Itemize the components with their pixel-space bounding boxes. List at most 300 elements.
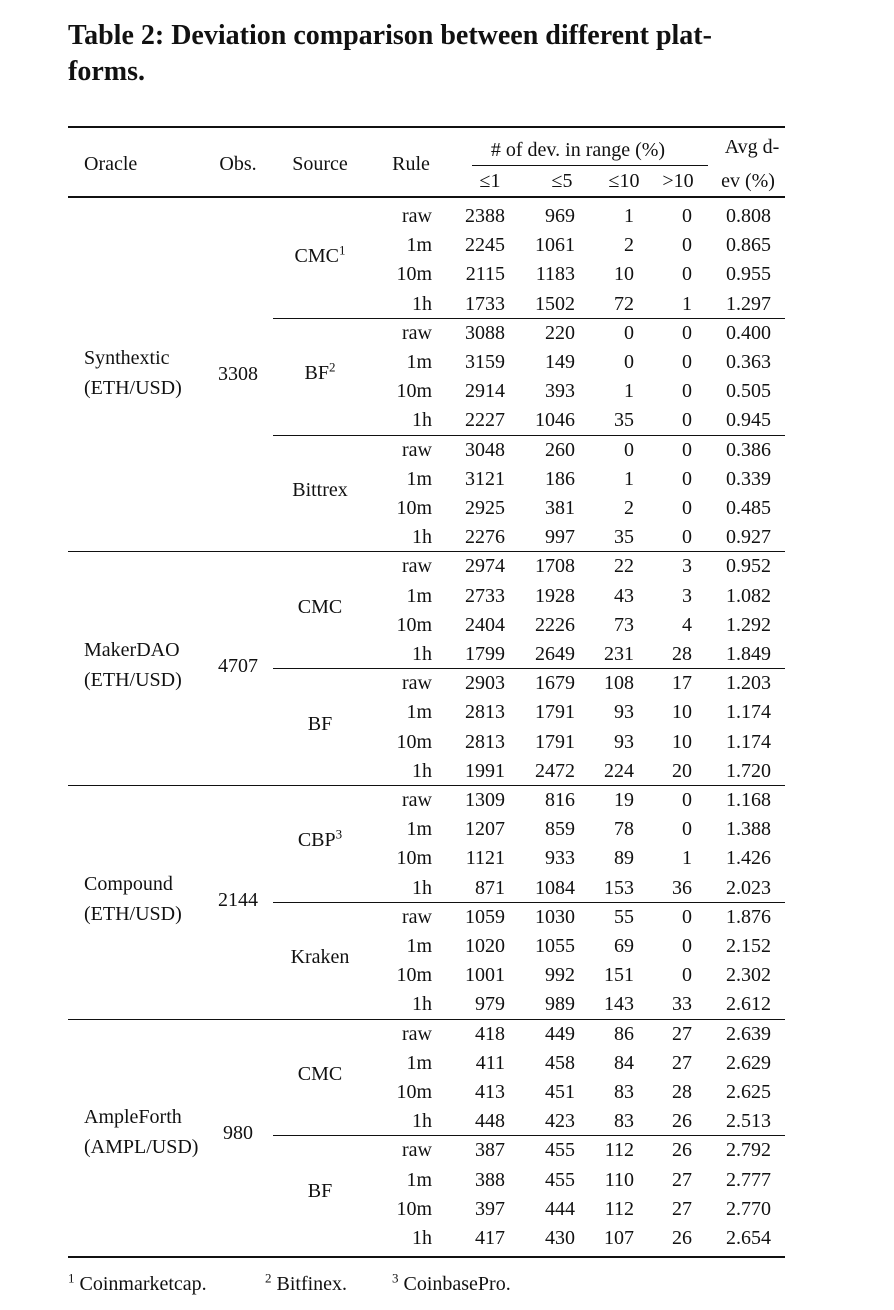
row-le1-text: 2813 xyxy=(465,730,505,753)
row-avg-dev xyxy=(726,467,771,491)
row-gt10-text: 27 xyxy=(672,1051,692,1074)
row-rule xyxy=(396,379,432,403)
oracle-pair xyxy=(84,1135,198,1159)
row-avg-dev xyxy=(726,1197,771,1221)
row-le10-text: 151 xyxy=(604,964,634,987)
header-avg-line1-text: Avg d- xyxy=(724,136,780,158)
header-oracle-text: Oracle xyxy=(84,153,138,175)
row-le10 xyxy=(614,554,634,578)
row-le10 xyxy=(605,1138,634,1162)
row-rule-text: 1h xyxy=(412,993,432,1016)
row-avg-dev-text: 1.174 xyxy=(726,701,771,724)
source-label-text: BF xyxy=(307,712,333,735)
row-rule-text: raw xyxy=(402,205,432,227)
row-rule xyxy=(406,1051,432,1075)
oracle-pair xyxy=(84,668,182,692)
row-avg-dev-text: 2.654 xyxy=(726,1227,771,1249)
row-le1 xyxy=(465,204,505,228)
row-le5 xyxy=(545,788,575,812)
oracle-name xyxy=(84,1105,182,1129)
row-avg-dev-text: 2.792 xyxy=(726,1139,771,1162)
source-label xyxy=(295,244,346,268)
row-rule-text: raw xyxy=(402,905,432,928)
row-le10-text: 110 xyxy=(604,1168,634,1191)
row-gt10 xyxy=(672,730,692,754)
row-gt10 xyxy=(672,876,692,900)
row-gt10-text: 0 xyxy=(682,409,692,432)
row-avg-dev-text: 2.639 xyxy=(726,1022,771,1045)
row-rule-text: 10m xyxy=(396,380,432,403)
row-rule xyxy=(412,292,432,316)
row-rule-text: 1m xyxy=(406,467,432,490)
row-rule-text: raw xyxy=(402,555,432,578)
oracle-name xyxy=(84,872,173,896)
row-le5 xyxy=(545,1226,575,1250)
row-avg-dev xyxy=(726,1138,771,1162)
row-le10 xyxy=(624,467,634,491)
row-rule xyxy=(406,934,432,958)
row-le5 xyxy=(545,1197,575,1221)
row-gt10-text: 0 xyxy=(682,497,692,519)
row-le5-text: 220 xyxy=(545,321,575,344)
row-le1-text: 2903 xyxy=(465,672,505,695)
row-gt10 xyxy=(682,846,692,870)
row-le10-text: 2 xyxy=(624,234,634,257)
row-rule-text: 1m xyxy=(406,1051,432,1074)
oracle-obs-text: 4707 xyxy=(218,655,258,678)
row-le10-text: 0 xyxy=(624,321,634,344)
header-rule xyxy=(68,196,785,198)
source-divider xyxy=(273,902,785,903)
row-le10 xyxy=(604,992,634,1016)
row-le1-text: 2914 xyxy=(465,380,505,403)
row-le1 xyxy=(465,642,505,666)
caption-line-1: Table 2: Deviation comparison between different plat- xyxy=(68,20,712,51)
row-le5 xyxy=(545,1168,575,1192)
row-avg-dev-text: 2.770 xyxy=(726,1197,771,1220)
row-le10-text: 89 xyxy=(614,847,634,870)
row-le10-text: 69 xyxy=(614,935,634,957)
oracle-name xyxy=(84,638,180,662)
row-avg-dev-text: 1.174 xyxy=(726,730,771,753)
row-gt10 xyxy=(682,554,692,578)
row-le10 xyxy=(614,262,634,286)
row-avg-dev xyxy=(726,846,771,870)
row-rule xyxy=(402,1022,432,1046)
row-avg-dev xyxy=(726,1051,771,1075)
row-le10 xyxy=(614,700,634,724)
row-gt10-text: 0 xyxy=(682,205,692,227)
oracle-obs xyxy=(218,888,258,912)
row-rule-text: raw xyxy=(402,438,432,461)
oracle-obs xyxy=(218,362,258,386)
row-gt10 xyxy=(682,438,692,462)
row-le1-text: 3048 xyxy=(465,438,505,461)
row-gt10-text: 27 xyxy=(672,1022,692,1045)
row-le10 xyxy=(614,408,634,432)
row-avg-dev xyxy=(726,788,771,812)
row-le10-text: 0 xyxy=(624,438,634,461)
row-le5-text: 1046 xyxy=(535,409,575,432)
header-rule-col xyxy=(392,152,430,176)
row-le10-text: 112 xyxy=(604,1139,634,1162)
row-gt10 xyxy=(672,1109,692,1133)
row-le5 xyxy=(535,584,575,608)
oracle-divider xyxy=(68,551,785,552)
row-le1 xyxy=(465,408,505,432)
row-rule xyxy=(396,963,432,987)
header-avg-line2 xyxy=(721,169,775,193)
row-le5 xyxy=(545,496,575,520)
row-le1 xyxy=(465,584,505,608)
row-gt10 xyxy=(682,788,692,812)
row-gt10-text: 0 xyxy=(682,789,692,811)
header-gt10-text: >10 xyxy=(662,170,694,192)
range-group-rule xyxy=(472,165,708,166)
row-rule xyxy=(412,1226,432,1250)
row-le5-text: 1502 xyxy=(535,292,575,315)
row-le1-text: 1799 xyxy=(465,643,505,665)
row-le5-text: 2649 xyxy=(535,643,575,665)
row-avg-dev-text: 0.339 xyxy=(726,467,771,490)
row-avg-dev xyxy=(726,204,771,228)
row-le5-text: 2472 xyxy=(535,759,575,782)
header-gt10 xyxy=(662,169,693,193)
row-le1-text: 1001 xyxy=(465,964,505,987)
row-avg-dev-text: 1.292 xyxy=(726,613,771,636)
row-le1 xyxy=(465,554,505,578)
row-le5 xyxy=(535,759,575,783)
oracle-pair-text: (ETH/USD) xyxy=(84,669,182,692)
row-rule-text: 1h xyxy=(412,643,432,665)
row-le1 xyxy=(475,992,505,1016)
row-avg-dev-text: 0.485 xyxy=(726,497,771,519)
row-le1-text: 397 xyxy=(475,1197,505,1220)
row-avg-dev-text: 1.876 xyxy=(726,905,771,928)
row-gt10-text: 26 xyxy=(672,1139,692,1162)
row-le10 xyxy=(614,730,634,754)
row-avg-dev-text: 1.720 xyxy=(726,759,771,782)
row-le10 xyxy=(604,963,634,987)
row-le5-text: 2226 xyxy=(535,613,575,636)
source-label-text: BF xyxy=(304,362,329,385)
row-le5-text: 1928 xyxy=(535,584,575,607)
row-le1 xyxy=(475,1109,505,1133)
row-gt10 xyxy=(672,1138,692,1162)
footnote-mark: 1 xyxy=(338,242,346,258)
row-avg-dev-text: 2.023 xyxy=(726,876,771,899)
row-le1-text: 2925 xyxy=(465,497,505,519)
row-le1 xyxy=(475,1022,505,1046)
row-le5-text: 430 xyxy=(545,1227,575,1249)
row-gt10 xyxy=(682,905,692,929)
row-rule xyxy=(402,788,432,812)
row-avg-dev-text: 1.082 xyxy=(726,584,771,607)
row-le10 xyxy=(614,905,634,929)
header-range-group-text: # of dev. in range (%) xyxy=(490,139,666,161)
row-gt10 xyxy=(672,671,692,695)
row-le5 xyxy=(535,408,575,432)
row-avg-dev xyxy=(726,642,771,666)
row-gt10-text: 0 xyxy=(682,351,692,373)
row-le1 xyxy=(465,233,505,257)
source-label-text: BF xyxy=(307,1179,333,1202)
row-avg-dev-text: 0.952 xyxy=(726,555,771,578)
row-le5 xyxy=(545,321,575,345)
row-gt10-text: 0 xyxy=(682,526,692,549)
row-le1 xyxy=(466,262,505,286)
row-le1-text: 1733 xyxy=(465,292,505,315)
row-gt10-text: 3 xyxy=(682,584,692,607)
row-avg-dev-text: 2.625 xyxy=(726,1081,771,1103)
header-obs-text: Obs. xyxy=(219,153,257,175)
row-le1-text: 2227 xyxy=(465,409,505,432)
row-avg-dev xyxy=(726,496,771,520)
source-divider xyxy=(273,1135,785,1136)
row-avg-dev xyxy=(726,963,771,987)
row-rule xyxy=(402,554,432,578)
row-le10 xyxy=(614,292,634,316)
row-avg-dev xyxy=(726,408,771,432)
row-le10 xyxy=(614,1022,634,1046)
row-avg-dev xyxy=(726,759,771,783)
row-rule xyxy=(402,905,432,929)
row-le10 xyxy=(624,438,634,462)
row-gt10-text: 10 xyxy=(672,701,692,724)
row-avg-dev xyxy=(726,350,771,374)
oracle-obs-text: 980 xyxy=(223,1122,253,1145)
oracle-name-text: AmpleForth xyxy=(84,1106,182,1129)
row-gt10-text: 1 xyxy=(682,847,692,870)
row-gt10 xyxy=(682,613,692,637)
row-le10 xyxy=(604,642,634,666)
source-label xyxy=(305,361,336,385)
row-le10 xyxy=(614,1109,634,1133)
row-rule xyxy=(412,525,432,549)
footnote-mark: 3 xyxy=(335,826,343,842)
row-rule-text: 1m xyxy=(406,935,432,957)
row-gt10 xyxy=(682,817,692,841)
oracle-pair-text: (AMPL/USD) xyxy=(84,1136,199,1159)
row-le1-text: 3159 xyxy=(465,351,505,373)
row-le5 xyxy=(535,613,575,637)
row-le10-text: 35 xyxy=(614,409,634,432)
row-le1-text: 387 xyxy=(475,1139,505,1162)
row-rule xyxy=(412,1109,432,1133)
row-le5-text: 1084 xyxy=(535,876,575,899)
row-le5 xyxy=(535,292,575,316)
row-avg-dev xyxy=(726,905,771,929)
row-rule xyxy=(402,1138,432,1162)
row-le1 xyxy=(465,905,505,929)
row-le1-text: 1121 xyxy=(465,847,505,870)
row-gt10-text: 0 xyxy=(682,321,692,344)
row-rule xyxy=(406,467,432,491)
row-le5-text: 1791 xyxy=(535,730,575,753)
row-le10 xyxy=(604,671,634,695)
row-le5 xyxy=(545,1080,575,1104)
row-avg-dev-text: 0.927 xyxy=(726,526,771,549)
row-le1-text: 979 xyxy=(475,993,505,1016)
header-le10 xyxy=(609,169,640,193)
source-label xyxy=(298,1062,342,1086)
row-le5-text: 444 xyxy=(545,1197,575,1220)
row-le10-text: 86 xyxy=(614,1022,634,1045)
row-le10 xyxy=(624,321,634,345)
row-le5 xyxy=(536,262,575,286)
row-le5-text: 393 xyxy=(545,380,575,403)
row-le10 xyxy=(624,496,634,520)
row-le1 xyxy=(475,1197,505,1221)
row-le10-text: 84 xyxy=(614,1051,634,1074)
row-avg-dev-text: 2.777 xyxy=(726,1168,771,1191)
row-gt10 xyxy=(682,408,692,432)
source-label xyxy=(308,1179,332,1203)
row-gt10-text: 0 xyxy=(682,905,692,928)
row-le5 xyxy=(535,233,575,257)
row-le5 xyxy=(545,204,575,228)
row-gt10 xyxy=(682,321,692,345)
source-divider xyxy=(273,318,785,319)
row-le1-text: 418 xyxy=(475,1022,505,1045)
row-le5 xyxy=(535,554,575,578)
row-rule-text: 10m xyxy=(396,613,432,636)
row-rule xyxy=(402,438,432,462)
row-gt10-text: 0 xyxy=(682,935,692,957)
row-avg-dev xyxy=(726,525,771,549)
row-le1 xyxy=(465,496,505,520)
row-avg-dev xyxy=(726,876,771,900)
row-rule xyxy=(402,671,432,695)
row-gt10 xyxy=(672,759,692,783)
row-gt10 xyxy=(672,642,692,666)
row-avg-dev-text: 0.386 xyxy=(726,438,771,461)
row-avg-dev-text: 2.629 xyxy=(726,1051,771,1074)
row-le1-text: 871 xyxy=(475,876,505,899)
row-le1 xyxy=(475,1226,505,1250)
row-le1-text: 411 xyxy=(475,1051,505,1074)
row-gt10-text: 10 xyxy=(672,730,692,753)
row-le5-text: 1791 xyxy=(535,701,575,724)
row-gt10-text: 0 xyxy=(682,964,692,987)
row-rule-text: 1h xyxy=(412,876,432,899)
row-rule xyxy=(406,584,432,608)
row-le5-text: 1061 xyxy=(535,234,575,257)
row-avg-dev xyxy=(726,438,771,462)
row-le10 xyxy=(614,584,634,608)
row-le5 xyxy=(545,1138,575,1162)
row-le5-text: 455 xyxy=(545,1168,575,1191)
row-avg-dev xyxy=(726,1168,771,1192)
row-avg-dev-text: 1.297 xyxy=(726,292,771,315)
row-le5 xyxy=(545,350,575,374)
row-gt10-text: 0 xyxy=(682,467,692,490)
row-gt10-text: 28 xyxy=(672,643,692,665)
row-le1 xyxy=(465,788,505,812)
row-rule-text: 1h xyxy=(412,526,432,549)
row-gt10-text: 20 xyxy=(672,759,692,782)
row-gt10-text: 3 xyxy=(682,555,692,578)
row-gt10-text: 33 xyxy=(672,993,692,1016)
header-avg-line2-text: ev (%) xyxy=(721,170,775,192)
row-le5-text: 992 xyxy=(545,964,575,987)
row-le5 xyxy=(535,934,575,958)
row-gt10 xyxy=(682,584,692,608)
row-avg-dev xyxy=(726,992,771,1016)
row-avg-dev-text: 0.955 xyxy=(726,263,771,286)
row-gt10 xyxy=(682,350,692,374)
row-rule xyxy=(412,992,432,1016)
source-label-text: Bittrex xyxy=(292,479,348,501)
row-avg-dev-text: 1.168 xyxy=(726,789,771,811)
row-le10 xyxy=(605,1197,634,1221)
row-le5-text: 969 xyxy=(545,205,575,227)
header-le5 xyxy=(552,169,573,193)
row-rule-text: raw xyxy=(402,789,432,811)
row-avg-dev xyxy=(726,584,771,608)
source-divider xyxy=(273,668,785,669)
row-gt10-text: 36 xyxy=(672,876,692,899)
row-avg-dev xyxy=(726,321,771,345)
row-le1 xyxy=(465,759,505,783)
table-caption xyxy=(68,18,828,90)
row-avg-dev-text: 2.302 xyxy=(726,964,771,987)
row-le1-text: 1207 xyxy=(465,818,505,841)
row-gt10 xyxy=(682,467,692,491)
oracle-name-text: MakerDAO xyxy=(84,639,180,662)
row-le10 xyxy=(614,817,634,841)
row-le10-text: 83 xyxy=(614,1081,634,1103)
row-avg-dev-text: 0.505 xyxy=(726,380,771,403)
row-le10-text: 1 xyxy=(624,205,634,227)
row-avg-dev xyxy=(726,262,771,286)
row-rule xyxy=(396,496,432,520)
row-le1 xyxy=(465,817,505,841)
row-rule-text: 10m xyxy=(396,730,432,753)
row-le10 xyxy=(624,350,634,374)
row-le1-text: 1059 xyxy=(465,905,505,928)
row-gt10 xyxy=(682,525,692,549)
row-le1 xyxy=(465,525,505,549)
row-rule-text: raw xyxy=(402,672,432,695)
row-le10-text: 1 xyxy=(624,380,634,403)
row-gt10-text: 1 xyxy=(682,292,692,315)
row-le1-text: 1991 xyxy=(465,759,505,782)
row-gt10 xyxy=(672,1168,692,1192)
row-le1 xyxy=(465,321,505,345)
row-avg-dev xyxy=(726,934,771,958)
row-rule-text: 1h xyxy=(412,759,432,782)
row-rule xyxy=(406,817,432,841)
row-le10 xyxy=(624,379,634,403)
row-rule-text: 1h xyxy=(412,1227,432,1249)
row-rule-text: 1m xyxy=(406,584,432,607)
row-gt10-text: 0 xyxy=(682,438,692,461)
row-le5 xyxy=(545,438,575,462)
row-gt10-text: 17 xyxy=(672,672,692,695)
row-rule xyxy=(406,233,432,257)
row-le10 xyxy=(604,1226,634,1250)
row-le1 xyxy=(465,467,505,491)
row-le1-text: 2115 xyxy=(465,263,505,286)
row-gt10-text: 0 xyxy=(682,380,692,403)
header-avg-line1 xyxy=(725,135,780,159)
row-le1 xyxy=(465,350,505,374)
row-le1-text: 2388 xyxy=(465,205,505,227)
row-le5-text: 1183 xyxy=(535,263,575,286)
row-le5-text: 458 xyxy=(545,1051,575,1074)
row-avg-dev-text: 0.400 xyxy=(726,321,771,344)
